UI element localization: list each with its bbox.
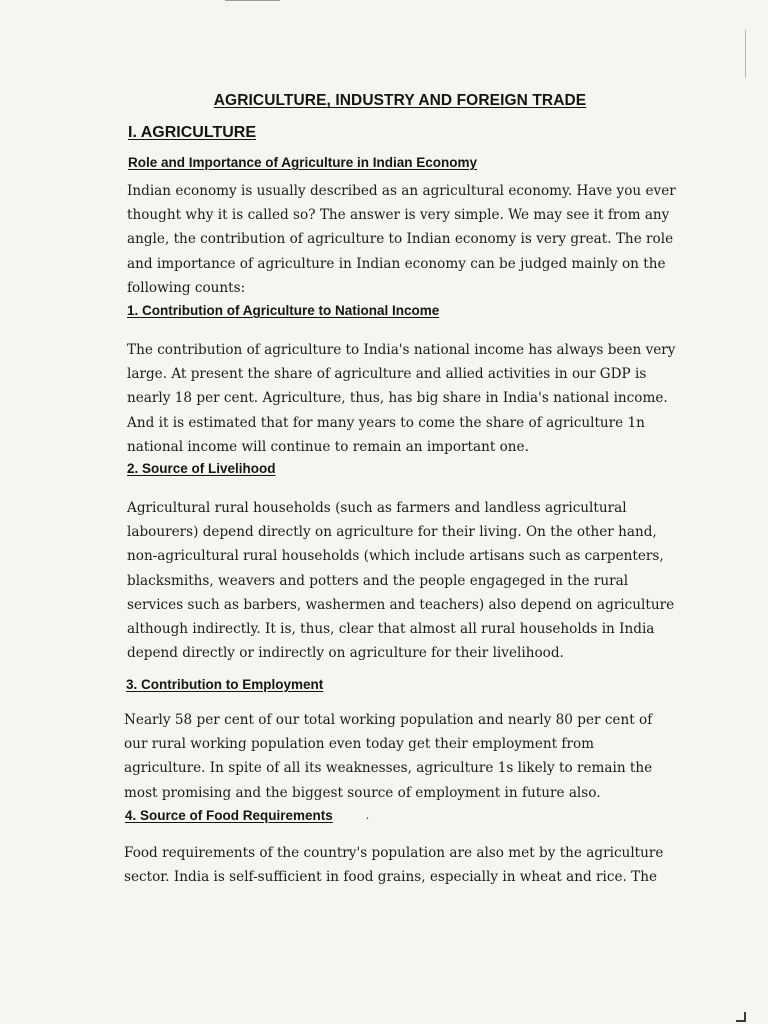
text-line: Indian economy is usually described as an agricultural economy. Have you ever [127,183,676,199]
scan-corner-mark-horizontal [736,1020,746,1022]
text-line: although indirectly. It is, thus, clear that almost all rural households in India [127,621,655,638]
document-title: AGRICULTURE, INDUSTRY AND FOREIGN TRADE [213,92,587,109]
section-heading: I. AGRICULTURE [128,124,256,141]
subsection-heading-livelihood: 2. Source of Livelihood [127,461,276,476]
text-line: thought why it is called so? The answer is very simple. We may see it from any [127,207,670,224]
paragraph-national-income [127,338,687,459]
subsection-heading-employment: 3. Contribution to Employment [126,677,324,692]
text-line: agriculture. In spite of all its weaknesses, agriculture 1s likely to remain the [124,760,653,777]
text-line: large. At present the share of agriculture and allied activities in our GDP is [127,366,647,383]
text-line: labourers) depend directly on agriculture for their living. On the other hand, [127,524,657,541]
text-line: most promising and the biggest source of employment in future also. [124,784,601,801]
subsection-heading-national-income: 1. Contribution of Agriculture to National Income [127,303,440,318]
text-line: blacksmiths, weavers and potters and the people engageged in the rural [127,572,629,589]
text-line: our rural working population even today get their employment from [124,736,595,753]
intro-heading: Role and Importance of Agriculture in Indian Economy [128,155,478,170]
text-line: And it is estimated that for many years to come the share of agriculture 1n [127,414,645,431]
text-line: following counts: [127,279,246,296]
text-line: national income will continue to remain an important one. [127,438,529,455]
paragraph-livelihood [127,496,687,665]
text-line: Food requirements of the country's population are also met by the agriculture [124,845,664,861]
paragraph-food-requirements [124,841,684,889]
scan-top-edge-mark [225,0,280,1]
text-line: sector. India is self-sufficient in food grains, especially in wheat and rice. The [124,869,658,886]
text-line: and importance of agriculture in Indian economy can be judged mainly on the [127,255,666,272]
intro-paragraph [127,179,687,300]
scan-right-edge-mark [745,30,746,78]
text-line: non-agricultural rural households (which include artisans such as carpenters, [127,548,664,565]
text-line: services such as barbers, washermen and teachers) also depend on agriculture [127,596,675,613]
text-line: The contribution of agriculture to India's national income has always been very [127,342,676,358]
text-line: nearly 18 per cent. Agriculture, thus, has big share in India's national income. [127,390,668,407]
stray-scan-dot: , [366,810,370,821]
subsection-heading-food-requirements: 4. Source of Food Requirements [125,808,333,823]
text-line: depend directly or indirectly on agriculture for their livelihood. [127,645,564,662]
text-line: Nearly 58 per cent of our total working population and nearly 80 per cent of [124,712,653,728]
text-line: angle, the contribution of agriculture to Indian economy is very great. The role [127,231,674,248]
paragraph-employment [124,708,684,805]
text-line: Agricultural rural households (such as farmers and landless agricultural [127,500,627,516]
